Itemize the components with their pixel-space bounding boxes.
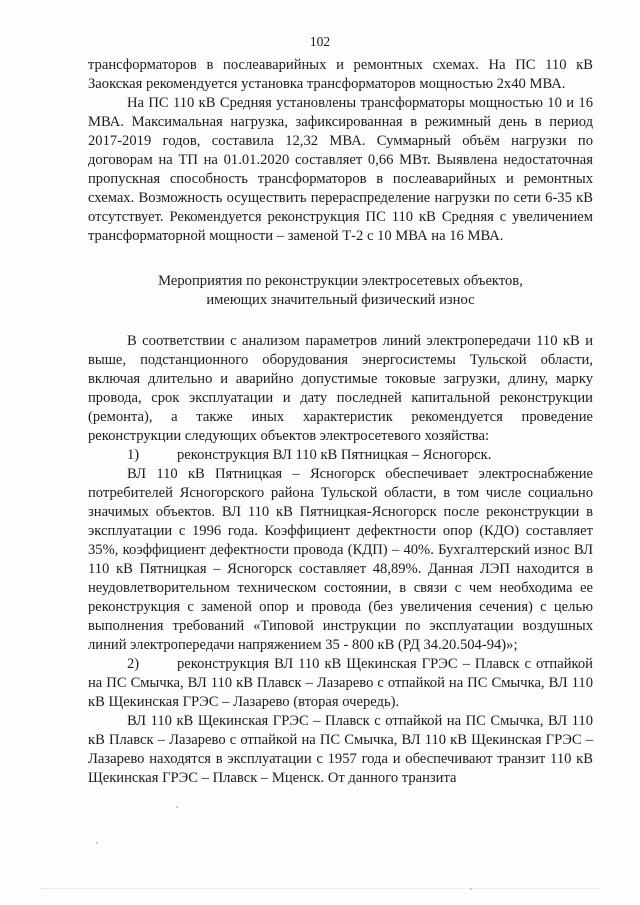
paragraph-item-1: ВЛ 110 кВ Пятницкая – Ясногорск обеспечивает электроснабжение потребителей Ясногорского района Тульской области, в том числе социально значимых объектов. ВЛ 110 кВ Пятницкая-Ясногорск после реконструкции в эксплуатации с 1996 года. Коэффициент дефектности опор (КДО) составляет 35%, коэффициент дефектности провода (КДП) – 40%. Бухгалтерский износ ВЛ 110 кВ Пятницкая – Ясногорск составляет 48,89%. Данная ЛЭП находится в неудовлетворительном техническом состоянии, в связи с чем необходима ее реконструкция с заменой опор и провода (без увеличения сечения) с целью выполнения требований «Типовой инструкции по эксплуатации воздушных линий электропередачи напряжением 35 - 800 кВ (РД 34.20.504-94)»; (88, 466, 593, 653)
scan-speck (176, 806, 178, 808)
scan-footer-noise (40, 888, 600, 892)
list-item-1-number: 1) (127, 447, 140, 463)
list-item-1-text: реконструкция ВЛ 110 кВ Пятницкая – Ясногорск. (177, 447, 492, 463)
document-body (88, 56, 593, 788)
section-heading (88, 272, 593, 310)
list-item-2 (88, 655, 593, 712)
list-item-2-number: 2) (127, 656, 140, 672)
paragraph-item-2: ВЛ 110 кВ Щекинская ГРЭС – Плавск с отпайкой на ПС Смычка, ВЛ 110 кВ Плавск – Лазарево с отпайкой на ПС Смычка, ВЛ 110 кВ Щекинская ГРЭС – Лазарево находятся в эксплуатации с 1957 года и обеспечивают транзит 110 кВ Щекинская ГРЭС – Плавск – Мценск. От данного транзита (88, 713, 593, 786)
paragraph-srednyaya: На ПС 110 кВ Средняя установлены трансформаторы мощностью 10 и 16 МВА. Максимальная нагрузка, зафиксированная в режимный день в период 2017-2019 годов, составила 12,32 МВА. Суммарный объём нагрузки по договорам на ТП на 01.01.2020 составляет 0,66 МВт. Выявлена недостаточная пропускная способность трансформаторов в послеаварийных и ремонтных схемах. Возможность осуществить перераспределение нагрузки по сети 6-35 кВ отсутствует. Рекомендуется реконструкция ПС 110 кВ Средняя с увеличением трансформаторной мощности – заменой Т-2 с 10 МВА на 16 МВА. (88, 95, 593, 244)
paragraph-intro: В соответствии с анализом параметров линий электропередачи 110 кВ и выше, подстанционного оборудования энергосистемы Тульской области, включая длительно и аварийно допустимые токовые загрузки, длину, марку провода, срок эксплуатации и дату последней капитальной реконструкции (ремонта), а также иных характеристик рекомендуется проведение реконструкции следующих объектов электросетевого хозяйства: (88, 333, 593, 444)
list-item-1 (88, 446, 593, 465)
scan-speck (96, 842, 98, 844)
list-item-2-text: реконструкция ВЛ 110 кВ Щекинская ГРЭС – Плавск с отпайкой на ПС Смычка, ВЛ 110 кВ Плавск – Лазарево с отпайкой на ПС Смычка, ВЛ 110 кВ Щекинская ГРЭС – Лазарево (вторая очередь). (88, 656, 593, 710)
page-number: 102 (309, 34, 331, 49)
section-heading-line-2: имеющих значительный физический износ (206, 292, 475, 308)
scan-speck (470, 888, 472, 890)
paragraph-continuation: трансформаторов в послеаварийных и ремонтных схемах. На ПС 110 кВ Заокская рекомендуется установка трансформаторов мощностью 2х40 МВА. (88, 57, 593, 92)
section-heading-line-1: Мероприятия по реконструкции электросетевых объектов, (158, 273, 523, 289)
